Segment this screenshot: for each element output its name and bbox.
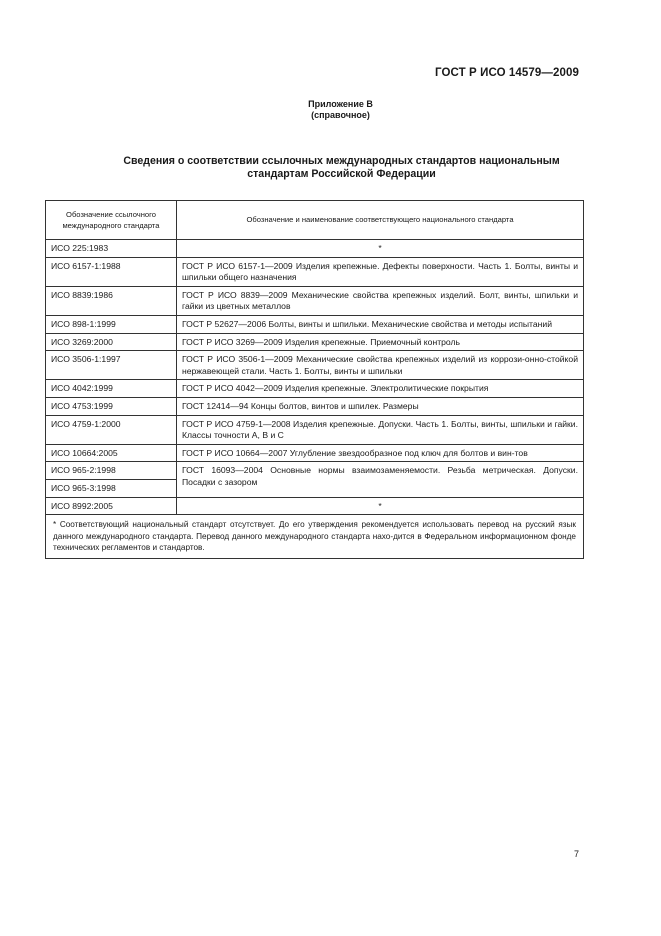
table-row: [46, 315, 584, 333]
national-standard: ГОСТ Р ИСО 8839—2009 Механические свойства крепежных изделий. Болт, винты, шпильки и гайки из цветных металлов: [177, 286, 584, 315]
column-header-national: Обозначение и наименование соответствующего национального стандарта: [177, 201, 584, 240]
table-row: [46, 380, 584, 398]
national-standard: ГОСТ Р ИСО 3269—2009 Изделия крепежные. Приемочный контроль: [177, 333, 584, 351]
table-row: [46, 333, 584, 351]
table-footnote: * Соответствующий национальный стандарт отсутствует. До его утверждения рекомендуется использовать перевод на русский язык данного международного стандарта. Перевод данного международного стандарта нахо-дится в Федеральном информационном фонде технических регламентов и стандартов.: [46, 515, 584, 559]
iso-designation: ИСО 4042:1999: [46, 380, 177, 398]
iso-designation: ИСО 898-1:1999: [46, 315, 177, 333]
iso-designation: ИСО 3506-1:1997: [46, 351, 177, 380]
iso-designation: ИСО 6157-1:1988: [46, 257, 177, 286]
table-row: [46, 444, 584, 462]
page-title-line-2: стандартам Российской Федерации: [247, 168, 436, 180]
table-row: [46, 397, 584, 415]
document-code: ГОСТ Р ИСО 14579—2009: [434, 67, 579, 79]
national-standard: ГОСТ Р ИСО 6157-1—2009 Изделия крепежные. Дефекты поверхности. Часть 1. Болты, винты и шпильки общего назначения: [177, 257, 584, 286]
table-header-row: [46, 201, 584, 240]
page-number: 7: [573, 849, 579, 859]
table-row: [46, 351, 584, 380]
national-standard: ГОСТ Р ИСО 10664—2007 Углубление звездообразное под ключ для болтов и вин-тов: [177, 444, 584, 462]
iso-designation: ИСО 4753:1999: [46, 397, 177, 415]
national-standard: ГОСТ Р ИСО 3506-1—2009 Механические свойства крепежных изделий из коррози-онно-стойкой нержавеющей стали. Часть 1. Болты, винты и шпильки: [177, 351, 584, 380]
iso-designation: ИСО 4759-1:2000: [46, 415, 177, 444]
column-header-international: Обозначение ссылочного международного стандарта: [46, 201, 177, 240]
iso-designation: ИСО 8992:2005: [46, 497, 177, 515]
national-standard: ГОСТ 16093—2004 Основные нормы взаимозаменяемости. Резьба метрическая. Допуски. Посадки с зазором: [177, 462, 584, 497]
table-row: [46, 286, 584, 315]
iso-designation: ИСО 10664:2005: [46, 444, 177, 462]
page-title-line-1: Сведения о соответствии ссылочных международных стандартов национальным: [123, 155, 560, 167]
annex-title: Приложение В: [308, 99, 373, 109]
iso-designation: ИСО 3269:2000: [46, 333, 177, 351]
iso-designation: ИСО 8839:1986: [46, 286, 177, 315]
national-standard: *: [177, 240, 584, 258]
annex-heading: [0, 99, 661, 121]
iso-designation: ИСО 225:1983: [46, 240, 177, 258]
page-title: [60, 155, 623, 181]
national-standard: ГОСТ Р ИСО 4042—2009 Изделия крепежные. Электролитические покрытия: [177, 380, 584, 398]
iso-designation: ИСО 965-2:1998: [46, 462, 177, 480]
table-row: [46, 497, 584, 515]
national-standard: ГОСТ Р ИСО 4759-1—2008 Изделия крепежные. Допуски. Часть 1. Болты, винты, шпильки и гайки. Классы точности А, В и С: [177, 415, 584, 444]
national-standard: ГОСТ 12414—94 Концы болтов, винтов и шпилек. Размеры: [177, 397, 584, 415]
standards-table: [45, 200, 584, 559]
annex-subtitle: (справочное): [311, 110, 370, 120]
national-standard: *: [177, 497, 584, 515]
table-row: [46, 415, 584, 444]
table-row: [46, 240, 584, 258]
iso-designation: ИСО 965-3:1998: [46, 479, 177, 497]
table-row: [46, 257, 584, 286]
table-row: [46, 462, 584, 480]
national-standard: ГОСТ Р 52627—2006 Болты, винты и шпильки. Механические свойства и методы испытаний: [177, 315, 584, 333]
footnote-row: [46, 515, 584, 559]
